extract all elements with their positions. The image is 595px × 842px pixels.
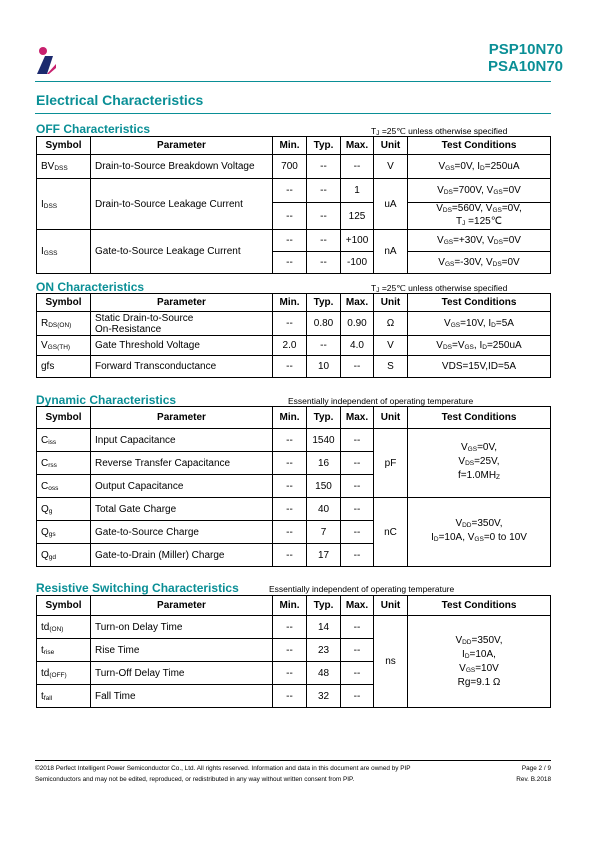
min-cell: -- (273, 230, 307, 252)
col-header-min: Min. (273, 596, 307, 616)
col-header-unit: Unit (374, 407, 408, 429)
col-header-unit: Unit (374, 137, 408, 155)
col-header-parameter: Parameter (91, 407, 273, 429)
conditions-cell: $V_{DS}=V_{GS}$, $I_D=250uA$ (408, 336, 551, 356)
parameter-cell: Static Drain-to-Source On-Resistance (91, 312, 273, 336)
min-cell: -- (273, 498, 307, 521)
unit-cell: S (374, 356, 408, 378)
max-cell: 0.90 (341, 312, 374, 336)
footer-copyright-line1: ©2018 Perfect Intelligent Power Semiconductor Co., Ltd. All rights reserved. Information and data in this document are owned by PIP (35, 765, 411, 772)
footer-copyright-line2: Semiconductors and may not be edited, reproduced, or redistributed in any way without written consent from PIP. (35, 776, 355, 783)
max-cell: 4.0 (341, 336, 374, 356)
part-numbers (488, 41, 563, 75)
col-header-unit: Unit (374, 294, 408, 312)
parameter-cell: Rise Time (91, 639, 273, 662)
col-header-parameter: Parameter (91, 596, 273, 616)
switching-section-title: Resistive Switching Characteristics (36, 581, 239, 595)
col-header-typ: Typ. (307, 294, 341, 312)
on-section-title: ON Characteristics (36, 280, 145, 294)
unit-cell: uA (374, 179, 408, 230)
symbol-cell: $td_{(ON)}$ (37, 616, 91, 639)
table-row (37, 179, 551, 203)
conditions-cell: $V_{DS}=700V$, $V_{GS}=0V$ (408, 179, 551, 203)
unit-cell: nA (374, 230, 408, 274)
table-header-row (37, 137, 551, 155)
typ-cell: 48 (307, 662, 341, 685)
switching-condition-note: Essentially independent of operating temperature (269, 584, 455, 594)
max-cell: -- (341, 452, 374, 475)
table-header-row (37, 294, 551, 312)
symbol-cell: $I_{GSS}$ (37, 230, 91, 274)
typ-cell: 32 (307, 685, 341, 708)
col-header-parameter: Parameter (91, 137, 273, 155)
typ-cell: 0.80 (307, 312, 341, 336)
conditions-cell: $V_{GS}=10V$, $I_D=5A$ (408, 312, 551, 336)
symbol-cell: $t_{rise}$ (37, 639, 91, 662)
symbol-cell: $C_{rss}$ (37, 452, 91, 475)
header-divider (35, 81, 551, 82)
footer-page-number: Page 2 / 9 (521, 765, 551, 772)
conditions-cell: $V_{DD}=350V$, $I_D=10A$, $V_{GS}=0$ to 10V (408, 498, 551, 567)
typ-cell: 14 (307, 616, 341, 639)
table-row (37, 230, 551, 252)
symbol-cell: gfs (37, 356, 91, 378)
unit-cell: Ω (374, 312, 408, 336)
symbol-cell: $td_{(OFF)}$ (37, 662, 91, 685)
parameter-cell: Drain-to-Source Breakdown Voltage (91, 155, 273, 179)
max-cell: -- (341, 544, 374, 567)
max-cell: -100 (341, 252, 374, 274)
max-cell: 1 (341, 179, 374, 203)
table-row (37, 498, 551, 521)
typ-cell: 23 (307, 639, 341, 662)
conditions-cell: $V_{DD}=350V$, $I_D=10A$, $V_{GS}=10V$ Rg=9.1 Ω (408, 616, 551, 708)
col-header-unit: Unit (374, 596, 408, 616)
min-cell: 2.0 (273, 336, 307, 356)
unit-cell: ns (374, 616, 408, 708)
typ-cell: -- (307, 336, 341, 356)
min-cell: -- (273, 429, 307, 452)
conditions-cell: $V_{GS}=+30V$, $V_{DS}=0V$ (408, 230, 551, 252)
col-header-min: Min. (273, 407, 307, 429)
on-condition-note: $T_J$ =25℃ unless otherwise specified (371, 283, 508, 294)
col-header-parameter: Parameter (91, 294, 273, 312)
col-header-symbol: Symbol (37, 294, 91, 312)
parameter-cell: Drain-to-Source Leakage Current (91, 179, 273, 230)
parameter-cell: Gate-to-Drain (Miller) Charge (91, 544, 273, 567)
min-cell: -- (273, 662, 307, 685)
min-cell: -- (273, 203, 307, 230)
table-row (37, 356, 551, 378)
col-header-conditions: Test Conditions (408, 407, 551, 429)
min-cell: -- (273, 521, 307, 544)
unit-cell: pF (374, 429, 408, 498)
max-cell: -- (341, 662, 374, 685)
dynamic-condition-note: Essentially independent of operating temperature (288, 396, 474, 406)
part-number-2: PSA10N70 (487, 58, 563, 75)
min-cell: -- (273, 356, 307, 378)
typ-cell: 17 (307, 544, 341, 567)
min-cell: -- (273, 639, 307, 662)
unit-cell: nC (374, 498, 408, 567)
typ-cell: 7 (307, 521, 341, 544)
parameter-cell: Output Capacitance (91, 475, 273, 498)
min-cell: -- (273, 544, 307, 567)
symbol-cell: $Q_g$ (37, 498, 91, 521)
parameter-cell: Reverse Transfer Capacitance (91, 452, 273, 475)
col-header-max: Max. (341, 294, 374, 312)
typ-cell: -- (307, 230, 341, 252)
conditions-cell: $V_{GS}=-30V$, $V_{DS}=0V$ (408, 252, 551, 274)
table-row (37, 312, 551, 336)
col-header-symbol: Symbol (37, 596, 91, 616)
max-cell: -- (341, 521, 374, 544)
col-header-symbol: Symbol (37, 407, 91, 429)
max-cell: -- (341, 429, 374, 452)
max-cell: -- (341, 155, 374, 179)
min-cell: -- (273, 475, 307, 498)
col-header-conditions: Test Conditions (408, 294, 551, 312)
parameter-cell: Gate-to-Source Charge (91, 521, 273, 544)
conditions-cell: $V_{GS}=0V$, $I_D=250uA$ (408, 155, 551, 179)
max-cell: -- (341, 356, 374, 378)
conditions-cell: $V_{GS}=0V$, $V_{DS}=25V$, $f=1.0MH_Z$ (408, 429, 551, 498)
table-header-row (37, 596, 551, 616)
off-condition-note: $T_J$ =25℃ unless otherwise specified (371, 126, 508, 137)
col-header-typ: Typ. (307, 407, 341, 429)
col-header-typ: Typ. (307, 137, 341, 155)
symbol-cell: $C_{iss}$ (37, 429, 91, 452)
typ-cell: 40 (307, 498, 341, 521)
table-row (37, 429, 551, 452)
col-header-max: Max. (341, 596, 374, 616)
typ-cell: -- (307, 252, 341, 274)
table-header-row (37, 407, 551, 429)
typ-cell: -- (307, 203, 341, 230)
parameter-cell: Input Capacitance (91, 429, 273, 452)
max-cell: -- (341, 639, 374, 662)
parameter-cell: Fall Time (91, 685, 273, 708)
col-header-conditions: Test Conditions (408, 596, 551, 616)
typ-cell: 1540 (307, 429, 341, 452)
table-row (37, 336, 551, 356)
min-cell: -- (273, 616, 307, 639)
parameter-cell: Gate Threshold Voltage (91, 336, 273, 356)
typ-cell: 10 (307, 356, 341, 378)
footer-divider (35, 760, 551, 761)
typ-cell: -- (307, 155, 341, 179)
parameter-cell: Forward Transconductance (91, 356, 273, 378)
col-header-conditions: Test Conditions (408, 137, 551, 155)
symbol-cell: $C_{oss}$ (37, 475, 91, 498)
typ-cell: 150 (307, 475, 341, 498)
symbol-cell: $Q_{gs}$ (37, 521, 91, 544)
col-header-max: Max. (341, 407, 374, 429)
typ-cell: -- (307, 179, 341, 203)
table-row (37, 616, 551, 639)
part-number-1: PSP10N70 (488, 41, 563, 58)
symbol-cell: $V_{GS(TH)}$ (37, 336, 91, 356)
col-header-symbol: Symbol (37, 137, 91, 155)
min-cell: -- (273, 252, 307, 274)
max-cell: -- (341, 616, 374, 639)
symbol-cell: $Q_{gd}$ (37, 544, 91, 567)
dynamic-characteristics-table (36, 406, 551, 567)
min-cell: -- (273, 312, 307, 336)
parameter-cell: Turn-on Delay Time (91, 616, 273, 639)
off-characteristics-table (36, 136, 551, 274)
on-characteristics-table (36, 293, 551, 378)
max-cell: 125 (341, 203, 374, 230)
symbol-cell: $t_{fall}$ (37, 685, 91, 708)
max-cell: -- (341, 475, 374, 498)
typ-cell: 16 (307, 452, 341, 475)
switching-characteristics-table (36, 595, 551, 708)
min-cell: -- (273, 179, 307, 203)
off-section-title: OFF Characteristics (36, 122, 151, 136)
parameter-cell: Total Gate Charge (91, 498, 273, 521)
unit-cell: V (374, 336, 408, 356)
col-header-min: Min. (273, 294, 307, 312)
min-cell: -- (273, 452, 307, 475)
col-header-max: Max. (341, 137, 374, 155)
parameter-cell: Turn-Off Delay Time (91, 662, 273, 685)
symbol-cell: $BV_{DSS}$ (37, 155, 91, 179)
title-divider (35, 113, 551, 114)
symbol-cell: $R_{DS(ON)}$ (37, 312, 91, 336)
page-title: Electrical Characteristics (36, 92, 204, 108)
conditions-cell: $V_{DS}=560V$, $V_{GS}=0V$, $T_J$ =125℃ (408, 203, 551, 230)
company-logo (35, 46, 57, 76)
dynamic-section-title: Dynamic Characteristics (36, 393, 177, 407)
conditions-cell: VDS=15V,ID=5A (408, 356, 551, 378)
parameter-cell: Gate-to-Source Leakage Current (91, 230, 273, 274)
min-cell: 700 (273, 155, 307, 179)
table-row (37, 155, 551, 179)
unit-cell: V (374, 155, 408, 179)
col-header-typ: Typ. (307, 596, 341, 616)
col-header-min: Min. (273, 137, 307, 155)
max-cell: +100 (341, 230, 374, 252)
max-cell: -- (341, 685, 374, 708)
footer-revision: Rev. B.2018 (516, 776, 551, 783)
min-cell: -- (273, 685, 307, 708)
symbol-cell: $I_{DSS}$ (37, 179, 91, 230)
max-cell: -- (341, 498, 374, 521)
